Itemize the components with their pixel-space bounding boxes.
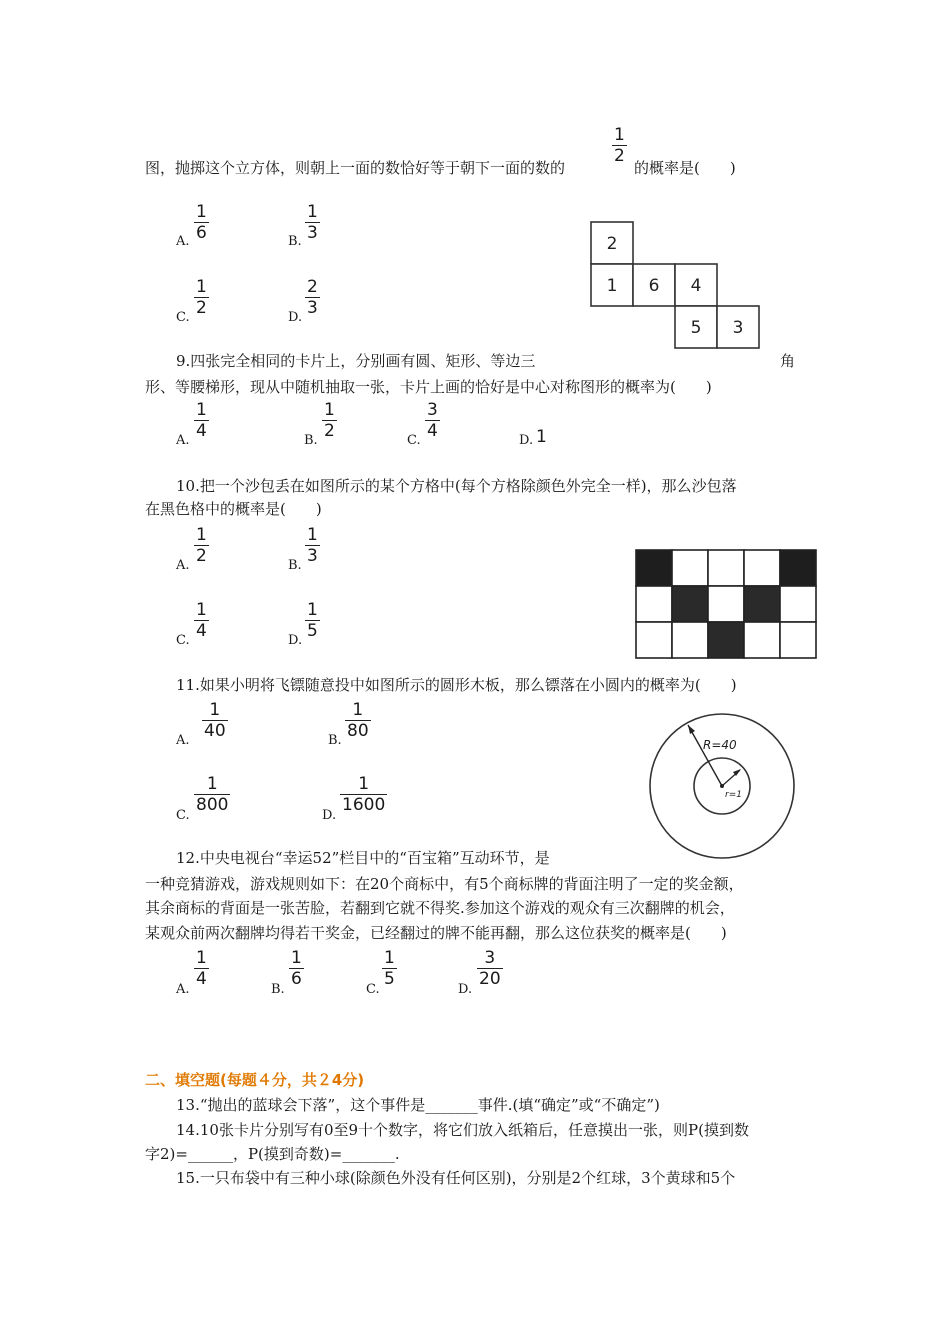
q9-option-b-fraction xyxy=(322,400,337,441)
q8-option-b-fraction xyxy=(305,202,320,243)
q9-stem-line1: 9.四张完全相同的卡片上，分别画有圆、矩形、等边三 xyxy=(176,352,536,370)
q12-option-c-fraction xyxy=(382,948,397,989)
grid-cell-white xyxy=(744,550,780,586)
q13-stem-line1: 13.“抛出的蓝球会下落”，这个事件是_______事件.(填“确定”或“不确定”) xyxy=(176,1096,660,1114)
denominator: 2 xyxy=(196,298,207,318)
q12-stem-line4: 某观众前两次翻牌均得若干奖金，已经翻过的牌不能再翻，那么这位获奖的概率是( ) xyxy=(145,924,727,942)
numerator: 1 xyxy=(196,277,207,297)
q9-option-c-label: C. xyxy=(407,433,421,448)
q12-stem-line2: 一种竞猜游戏，游戏规则如下：在20个商标中，有5个商标牌的背面注明了一定的奖金额， xyxy=(145,875,744,893)
denominator: 4 xyxy=(196,421,207,441)
q12-option-b-label: B. xyxy=(271,982,285,997)
denominator: 3 xyxy=(307,223,318,243)
numerator: 1 xyxy=(196,600,207,620)
net-face-label: 3 xyxy=(732,318,744,338)
q8-stem-post: 的概率是( ) xyxy=(634,159,736,177)
grid-cell-white xyxy=(708,550,744,586)
net-face-label: 2 xyxy=(606,234,618,254)
q9-option-d-label: D. xyxy=(519,433,534,448)
net-face-label: 1 xyxy=(606,276,618,296)
q10-stem-line2: 在黑色格中的概率是( ) xyxy=(145,500,322,518)
grid-cell-white xyxy=(672,550,708,586)
q10-option-b-label: B. xyxy=(288,558,302,573)
grid-cell-white xyxy=(636,586,672,622)
checker-grid-figure xyxy=(634,548,818,660)
q10-option-c-label: C. xyxy=(176,633,190,648)
dartboard-figure xyxy=(645,712,805,862)
q9-option-d-value: 1 xyxy=(536,427,547,447)
q12-stem-line3: 其余商标的背面是一张苦脸，若翻到它就不得奖.参加这个游戏的观众有三次翻牌的机会， xyxy=(145,899,735,917)
numerator: 1 xyxy=(324,400,335,420)
q8-option-a-fraction xyxy=(194,202,209,243)
q8-stem-pre: 图，抛掷这个立方体，则朝上一面的数恰好等于朝下一面的数的 xyxy=(145,159,566,177)
q9-option-a-fraction xyxy=(194,400,209,441)
q10-option-b-fraction xyxy=(305,525,320,566)
q11-option-a-label: A. xyxy=(176,733,190,748)
numerator: 3 xyxy=(484,948,496,968)
denominator: 3 xyxy=(307,298,318,318)
small-radius-label: r=1 xyxy=(725,790,742,800)
numerator: 1 xyxy=(196,202,207,222)
net-face-label: 4 xyxy=(690,276,702,296)
denominator: 40 xyxy=(204,721,226,741)
grid-cell-white xyxy=(708,586,744,622)
denominator: 800 xyxy=(196,795,229,815)
q9-option-b-label: B. xyxy=(304,433,318,448)
denominator: 20 xyxy=(479,969,501,989)
q11-option-c-fraction xyxy=(194,774,230,815)
q11-option-b-label: B. xyxy=(328,733,342,748)
grid-cell-white xyxy=(780,586,816,622)
grid-cell-white xyxy=(780,622,816,658)
denominator: 6 xyxy=(196,223,207,243)
q11-option-b-fraction xyxy=(345,700,371,741)
denominator: 80 xyxy=(347,721,369,741)
denominator: 2 xyxy=(324,421,335,441)
q9-stem-line1-end: 角 xyxy=(780,352,796,370)
q11-option-d-label: D. xyxy=(322,808,337,823)
q8-option-d-label: D. xyxy=(288,310,303,325)
q8-option-b-label: B. xyxy=(288,234,302,249)
q10-option-d-fraction xyxy=(305,600,320,641)
grid-cell-black xyxy=(672,586,708,622)
denominator: 6 xyxy=(291,969,302,989)
denominator: 4 xyxy=(196,621,207,641)
q10-option-c-fraction xyxy=(194,600,209,641)
numerator: 2 xyxy=(307,277,318,297)
q10-stem-line1: 10.把一个沙包丢在如图所示的某个方格中(每个方格除颜色外完全一样)，那么沙包落 xyxy=(176,477,737,495)
big-radius-label: R=40 xyxy=(703,738,737,752)
numerator: 1 xyxy=(291,948,302,968)
q8-half-fraction xyxy=(612,125,627,166)
q8-option-c-fraction xyxy=(194,277,209,318)
grid-cell-black xyxy=(780,550,816,586)
denominator: 3 xyxy=(307,546,318,566)
q8-half-denominator: 2 xyxy=(614,146,625,166)
grid-cell-white xyxy=(636,622,672,658)
numerator: 1 xyxy=(307,525,318,545)
denominator: 4 xyxy=(427,421,438,441)
q14-stem-line1: 14.10张卡片分别写有0至9十个数字，将它们放入纸箱后，任意摸出一张，则P(摸到数 xyxy=(176,1121,749,1139)
numerator: 1 xyxy=(196,525,207,545)
q8-option-c-label: C. xyxy=(176,310,190,325)
q12-option-d-label: D. xyxy=(458,982,473,997)
section-heading: 二、填空题(每题４分，共２4分) xyxy=(145,1071,365,1089)
denominator: 1600 xyxy=(342,795,386,815)
numerator: 1 xyxy=(206,774,218,794)
q12-stem-line1: 12.中央电视台“幸运52”栏目中的“百宝箱”互动环节，是 xyxy=(176,849,550,867)
grid-cell-white xyxy=(744,622,780,658)
net-face-label: 5 xyxy=(690,318,702,338)
q10-option-d-label: D. xyxy=(288,633,303,648)
grid-cell-black xyxy=(636,550,672,586)
numerator: 1 xyxy=(352,700,364,720)
q14-stem-line2: 字2)=______，P(摸到奇数)=_______. xyxy=(145,1145,400,1163)
numerator: 3 xyxy=(427,400,438,420)
numerator: 1 xyxy=(358,774,370,794)
q11-option-d-fraction xyxy=(340,774,387,815)
denominator: 4 xyxy=(196,969,207,989)
q8-option-a-label: A. xyxy=(176,234,190,249)
q12-option-a-fraction xyxy=(194,948,209,989)
cube-net-figure xyxy=(585,218,770,353)
q9-option-c-fraction xyxy=(425,400,440,441)
q10-option-a-fraction xyxy=(194,525,209,566)
denominator: 2 xyxy=(196,546,207,566)
net-face-label: 6 xyxy=(648,276,660,296)
q12-option-a-label: A. xyxy=(176,982,190,997)
denominator: 5 xyxy=(384,969,395,989)
q9-stem-line2: 形、等腰梯形，现从中随机抽取一张，卡片上画的恰好是中心对称图形的概率为( ) xyxy=(145,378,712,396)
grid-cell-black xyxy=(708,622,744,658)
q15-stem-line1: 15.一只布袋中有三种小球(除颜色外没有任何区别)，分别是2个红球，3个黄球和5个 xyxy=(176,1169,736,1187)
numerator: 1 xyxy=(307,202,318,222)
numerator: 1 xyxy=(196,400,207,420)
q11-option-a-fraction xyxy=(202,700,228,741)
denominator: 5 xyxy=(307,621,318,641)
q12-option-c-label: C. xyxy=(366,982,380,997)
q10-option-a-label: A. xyxy=(176,558,190,573)
q8-option-d-fraction xyxy=(305,277,320,318)
grid-cell-black xyxy=(744,586,780,622)
grid-cell-white xyxy=(672,622,708,658)
numerator: 1 xyxy=(196,948,207,968)
q12-option-d-fraction xyxy=(477,948,503,989)
numerator: 1 xyxy=(307,600,318,620)
q8-half-numerator: 1 xyxy=(614,125,625,145)
q12-option-b-fraction xyxy=(289,948,304,989)
q11-stem-line1: 11.如果小明将飞镖随意投中如图所示的圆形木板，那么镖落在小圆内的概率为( ) xyxy=(176,676,737,694)
q9-option-a-label: A. xyxy=(176,433,190,448)
numerator: 1 xyxy=(384,948,395,968)
numerator: 1 xyxy=(209,700,221,720)
q11-option-c-label: C. xyxy=(176,808,190,823)
